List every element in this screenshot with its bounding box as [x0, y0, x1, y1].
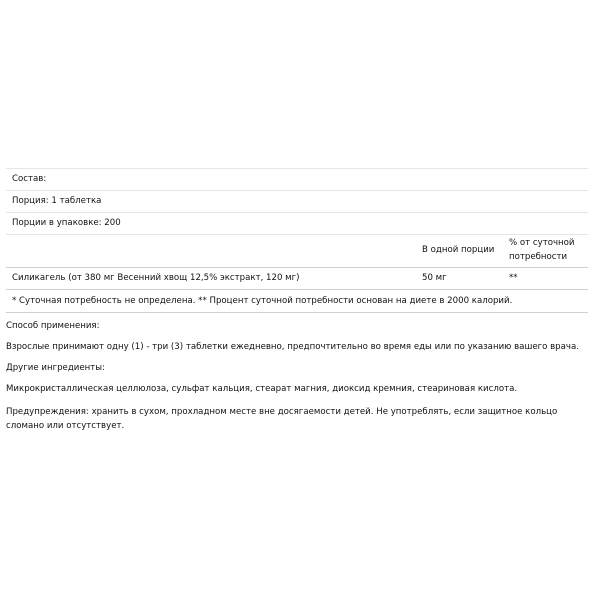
nutrient-row: [6, 267, 588, 289]
directions-heading: Способ применения:: [6, 321, 100, 331]
warnings-line1: Предупреждения: хранить в сухом, прохладном месте вне досягаемости детей. Не употреблять, если защитное кольцо: [6, 407, 558, 417]
composition-row: [6, 168, 588, 190]
nutrient-amount: 50 мг: [422, 273, 447, 283]
nutrient-daily-value: **: [509, 273, 518, 283]
daily-value-header: [509, 236, 589, 264]
servings-per-container-row: [6, 212, 588, 234]
footnote-row: [6, 289, 588, 313]
composition-label: Состав:: [12, 174, 47, 184]
directions-text: Взрослые принимают одну (1) - три (3) таблетки ежедневно, предпочтительно во время еды или по указанию вашего врача.: [6, 342, 579, 352]
nutrient-name: Силикагель (от 380 мг Весенний хвощ 12,5% экстракт, 120 мг): [12, 273, 300, 283]
other-ingredients-heading: Другие ингредиенты:: [6, 363, 105, 373]
daily-value-header-line1: % от суточной: [509, 238, 575, 248]
footnote-text: * Суточная потребность не определена. ** Процент суточной потребности основан на диете в 2000 калорий.: [12, 296, 513, 306]
serving-size-row: [6, 190, 588, 212]
warnings-text: [6, 405, 594, 433]
daily-value-header-line2: потребности: [509, 252, 568, 262]
servings-per-container: Порции в упаковке: 200: [12, 218, 121, 228]
serving-size: Порция: 1 таблетка: [12, 196, 102, 206]
warnings-line2: сломано или отсутствует.: [6, 421, 125, 431]
other-ingredients-text: Микрокристаллическая целлюлоза, сульфат кальция, стеарат магния, диоксид кремния, стеариновая кислота.: [6, 384, 518, 394]
amount-per-serving-header: В одной порции: [422, 245, 495, 255]
column-header-row: [6, 234, 588, 267]
supplement-facts-table: [6, 168, 588, 313]
